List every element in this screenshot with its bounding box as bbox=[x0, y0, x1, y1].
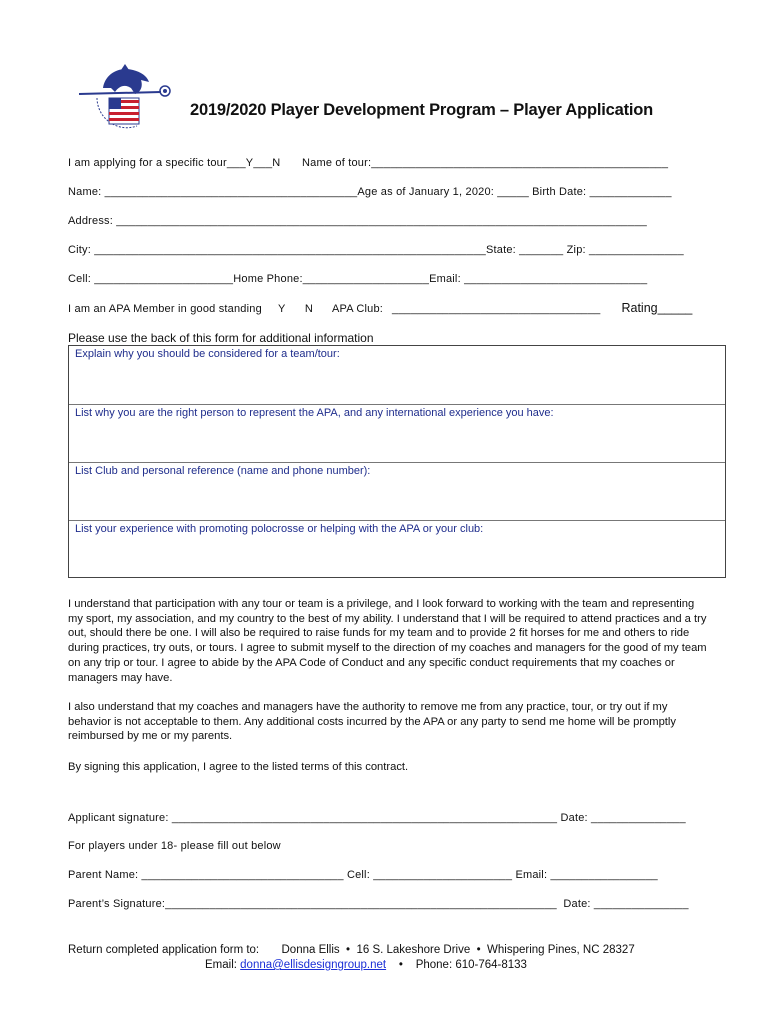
agreement-paragraph-2: I also understand that my coaches and managers have the authority to remove me from any practice, tour, or try out if my behavior is not acceptable to them. Any additional costs incurred by the APA or any party to send me home will be promptly reimbursed by me or my parents. bbox=[68, 701, 676, 743]
apa-member-line: I am an APA Member in good standing Y N APA Club: bbox=[68, 303, 384, 315]
city-state-zip-line: City: ______________________________________________________________State: _______ Zip: _______________ bbox=[68, 244, 684, 256]
page-title: 2019/2020 Player Development Program – Player Application bbox=[190, 101, 654, 119]
tour-question: I am applying for a specific tour___Y___N bbox=[68, 157, 281, 169]
box-label: List why you are the right person to represent the APA, and any international experience you have: bbox=[75, 407, 554, 419]
apa-logo bbox=[66, 44, 166, 120]
phone-text: • Phone: 610-764-8133 bbox=[386, 959, 527, 971]
box-label: Explain why you should be considered for a team/tour: bbox=[75, 348, 340, 360]
under-18-note: For players under 18- please fill out below bbox=[68, 840, 281, 852]
polocrosse-horse-logo-icon bbox=[75, 62, 175, 138]
tour-name-field: Name of tour:_______________________________________________ bbox=[302, 157, 669, 169]
applicant-signature-line: Applicant signature: _____________________________________________________________ Date: _______________ bbox=[68, 812, 686, 824]
rating-field: Rating_____ bbox=[618, 301, 693, 315]
box-label: List your experience with promoting polocrosse or helping with the APA or your club: bbox=[75, 523, 484, 535]
phone-email-line: Cell: ______________________Home Phone:____________________Email: _____________________________ bbox=[68, 273, 648, 285]
answer-box-promotion[interactable] bbox=[69, 521, 725, 577]
parent-name-line: Parent Name: ________________________________ Cell: ______________________ Email: _________________ bbox=[68, 869, 658, 881]
return-address: Return completed application form to: Donna Ellis • 16 S. Lakeshore Drive • Whispering Pines, NC 28327 bbox=[68, 944, 635, 956]
answer-boxes bbox=[68, 345, 726, 578]
answer-box-references[interactable] bbox=[69, 463, 725, 521]
address-line: Address: ____________________________________________________________________________________ bbox=[68, 215, 647, 227]
email-label: Email: bbox=[205, 959, 241, 971]
parent-signature-line: Parent’s Signature:______________________________________________________________ Date: _______________ bbox=[68, 898, 689, 910]
agreement-paragraph-3: By signing this application, I agree to the listed terms of this contract. bbox=[68, 761, 409, 773]
back-of-form-note: Please use the back of this form for additional information bbox=[68, 331, 374, 345]
contact-line bbox=[205, 959, 527, 971]
box-label: List Club and personal reference (name and phone number): bbox=[75, 465, 371, 477]
agreement-paragraph-1: I understand that participation with any tour or team is a privilege, and I look forward to working with the team and representing my sport, my association, and my country to the best of my ability. I understand that I will be required to attend practices and a try out, should there be one. I will also be required to raise funds for my team and to provide 2 fit horses for me and others to ride during practices, try outs, or tours. I agree to submit myself to the direction of my coaches and managers for the good of my team on any trip or tour. I agree to abide by the APA Code of Conduct and any specific conduct requirements that my coaches or managers may have. bbox=[68, 598, 707, 684]
answer-box-consideration[interactable] bbox=[69, 346, 725, 405]
apa-club-field: _________________________________ bbox=[392, 303, 601, 315]
email-link[interactable]: donna@ellisdesigngroup.net bbox=[240, 959, 387, 971]
name-age-birth-line: Name: ________________________________________Age as of January 1, 2020: _____ Birth Date: _____________ bbox=[68, 186, 672, 198]
answer-box-representation[interactable] bbox=[69, 405, 725, 463]
